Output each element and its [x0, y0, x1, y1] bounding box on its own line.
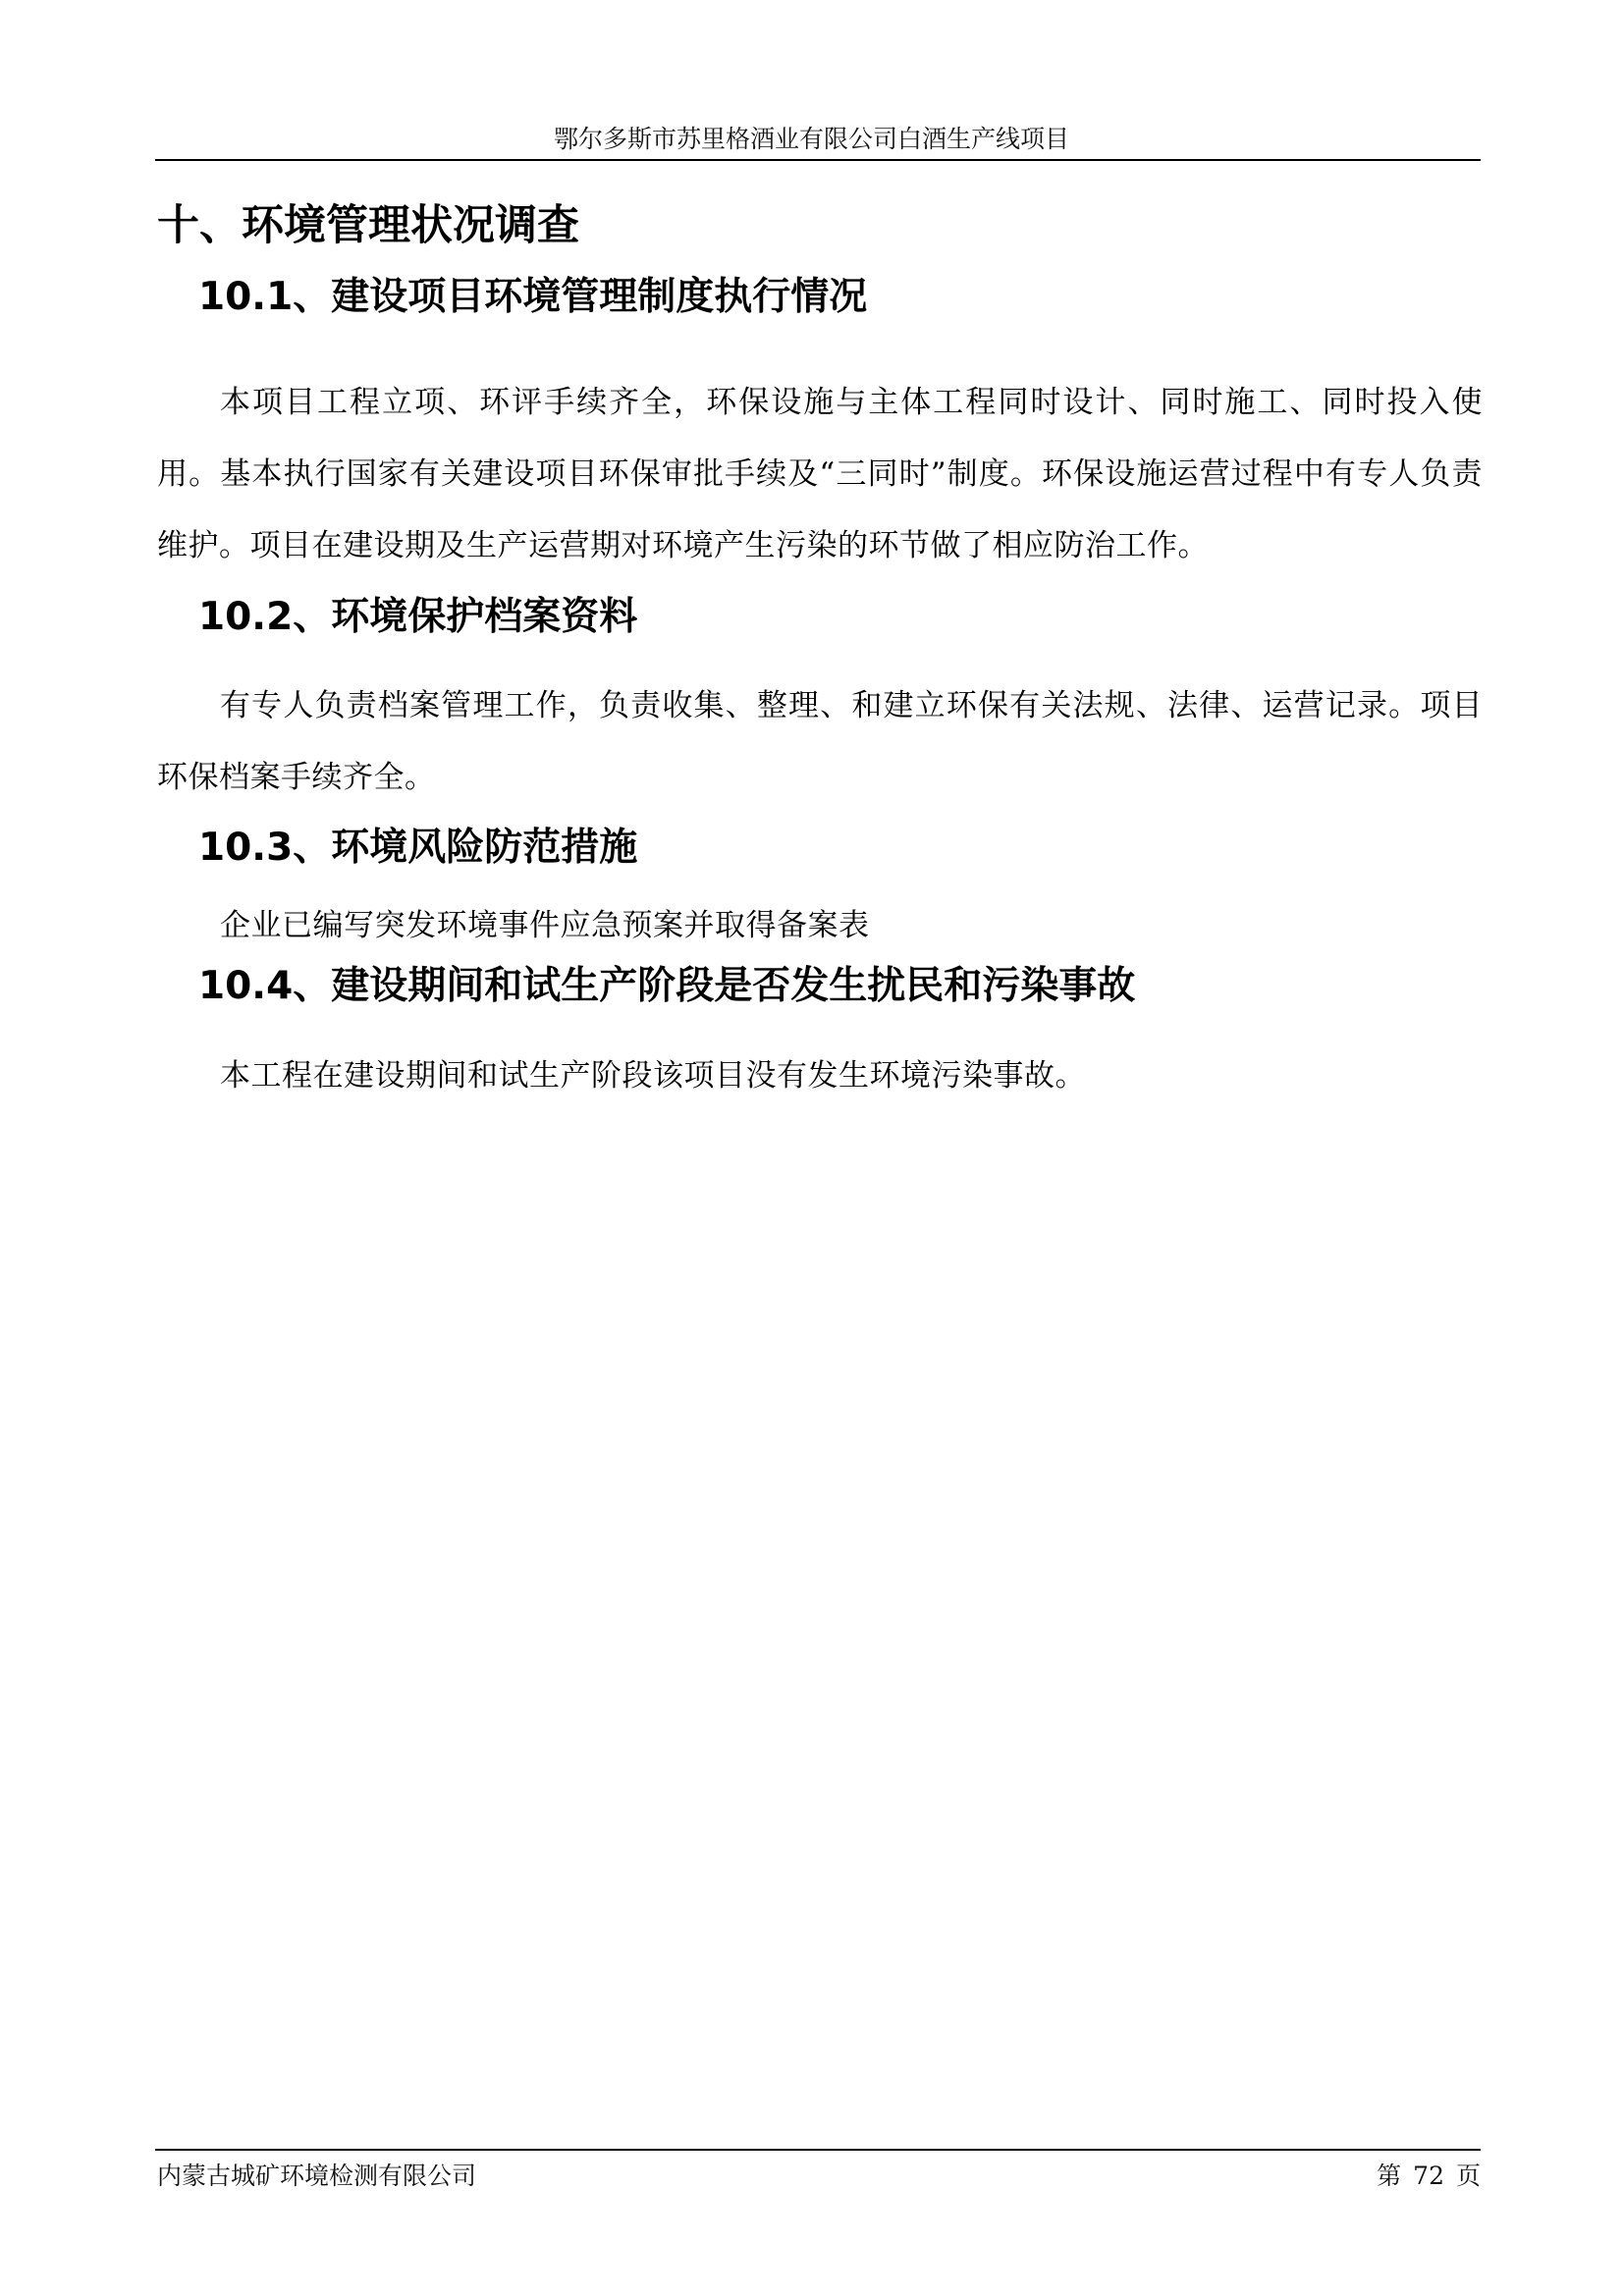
chapter-title: 十、环境管理状况调查 [157, 201, 579, 250]
section-heading-10-4: 10.4、建设期间和试生产阶段是否发生扰民和污染事故 [198, 964, 1136, 1008]
section-body-10-3: 企业已编写突发环境事件应急预案并取得备案表 [220, 908, 870, 943]
section-body-10-2: 有专人负责档案管理工作，负责收集、整理、和建立环保有关法规、法律、运营记录。项目环保档案手续齐全。 [157, 688, 1483, 795]
section-heading-10-1: 10.1、建设项目环境管理制度执行情况 [198, 275, 868, 319]
footer-company: 内蒙古城矿环境检测有限公司 [157, 2162, 477, 2190]
section-body-10-1: 本项目工程立项、环评手续齐全，环保设施与主体工程同时设计、同时施工、同时投入使用。基本执行国家有关建设项目环保审批手续及“三同时”制度。环保设施运营过程中有专人负责维护。项目在建设期及生产运营期对环境产生污染的环节做了相应防治工作。 [157, 385, 1483, 563]
page-number-value: 72 [1413, 2162, 1444, 2190]
page-prefix: 第 [1377, 2162, 1402, 2190]
section-body-10-4: 本工程在建设期间和试生产阶段该项目没有发生环境污染事故。 [220, 1058, 1086, 1094]
section-heading-10-3: 10.3、环境风险防范措施 [198, 826, 638, 870]
footer-divider [155, 2149, 1481, 2151]
header-title: 鄂尔多斯市苏里格酒业有限公司白酒生产线项目 [553, 125, 1069, 153]
page-number [1377, 2160, 1481, 2193]
section-heading-10-2: 10.2、环境保护档案资料 [198, 595, 638, 639]
header-divider [155, 159, 1481, 161]
page-suffix: 页 [1455, 2162, 1481, 2190]
